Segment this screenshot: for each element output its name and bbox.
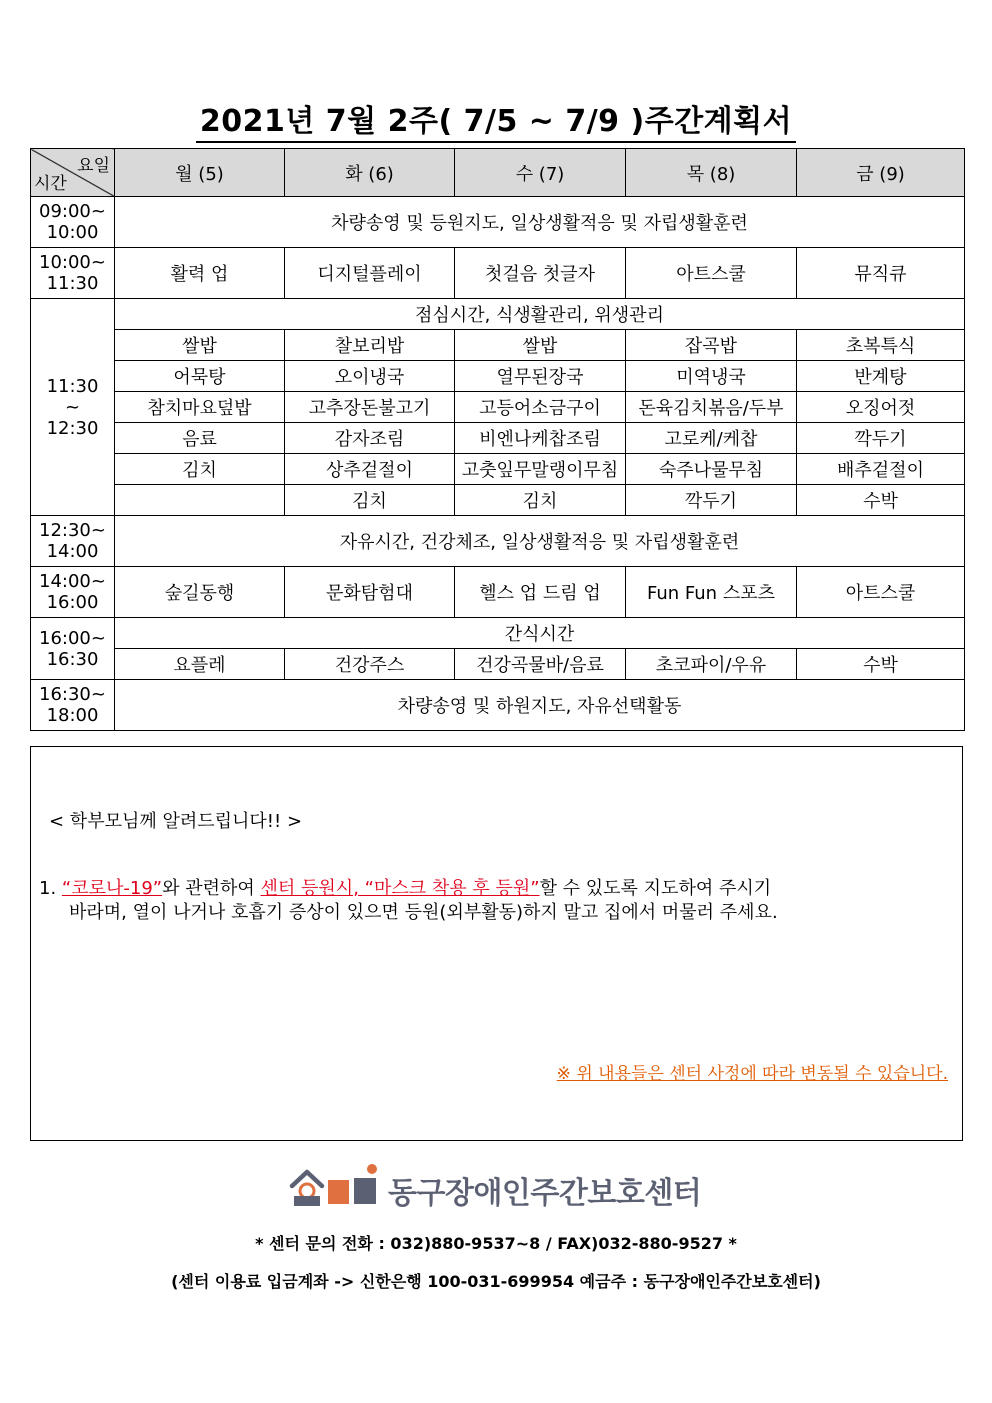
menu-cell: 오징어젓 [797, 392, 965, 423]
menu-cell: 돈육김치볶음/두부 [626, 392, 797, 423]
menu-cell: 쌀밥 [115, 330, 285, 361]
time-cell [31, 680, 115, 731]
activity-cell: 차량송영 및 등원지도, 일상생활적응 및 자립생활훈련 [115, 197, 965, 248]
time-end: 12:30 [46, 417, 99, 439]
menu-row [31, 485, 965, 516]
menu-cell [115, 485, 285, 516]
lunch-title: 점심시간, 식생활관리, 위생관리 [115, 299, 965, 330]
menu-cell: 김치 [455, 485, 626, 516]
row-1230 [31, 516, 965, 567]
org-name: 동구장애인주간보호센터 [388, 1176, 702, 1211]
menu-cell: 반계탕 [797, 361, 965, 392]
snack-cell: 수박 [797, 649, 965, 680]
contact-info: * 센터 문의 전화 : 032)880-9537~8 / FAX)032-880-9527 * [255, 1234, 737, 1253]
time-end: 10:00 [46, 222, 99, 243]
org-logo [288, 1162, 718, 1212]
notice-text: 할 수 있도록 지도하여 주시기 [539, 878, 772, 899]
time-cell [31, 618, 115, 680]
menu-cell: 김치 [115, 454, 285, 485]
header-row [31, 149, 965, 197]
menu-cell: 상추겉절이 [285, 454, 455, 485]
activity-cell: 활력 업 [115, 248, 285, 299]
bank-account-info: (센터 이용료 입금계좌 -> 신한은행 100-031-699954 예금주 : 동구장애인주간보호센터) [171, 1272, 821, 1291]
notice-heading: < 학부모님께 알려드립니다!! > [49, 811, 303, 832]
menu-cell: 음료 [115, 423, 285, 454]
corner-day-label: 요일 [77, 156, 110, 176]
day-header-tue: 화 (6) [285, 149, 455, 197]
snack-row [31, 649, 965, 680]
notice-footnote: ※ 위 내용들은 센터 사정에 따라 변동될 수 있습니다. [556, 1064, 948, 1084]
menu-cell: 깍두기 [626, 485, 797, 516]
weekly-schedule-table [30, 148, 965, 731]
mask-highlight: 센터 등원시, “마스크 착용 후 등원” [260, 878, 540, 899]
menu-row [31, 392, 965, 423]
org-logo-icon [288, 1162, 380, 1208]
menu-cell: 고등어소금구이 [455, 392, 626, 423]
page-title [0, 96, 992, 140]
menu-cell: 감자조림 [285, 423, 455, 454]
time-cell [31, 299, 115, 516]
time-start: 09:00~ [39, 201, 106, 222]
activity-cell: 첫걸음 첫글자 [455, 248, 626, 299]
lunch-title-row [31, 299, 965, 330]
menu-cell: 고로케/케찹 [626, 423, 797, 454]
time-cell [31, 248, 115, 299]
menu-cell: 쌀밥 [455, 330, 626, 361]
activity-cell: 헬스 업 드림 업 [455, 567, 626, 618]
row-1400 [31, 567, 965, 618]
menu-row [31, 330, 965, 361]
time-end: 11:30 [46, 273, 99, 294]
time-cell [31, 516, 115, 567]
time-end: 18:00 [46, 705, 99, 726]
time-cell [31, 567, 115, 618]
activity-cell: 차량송영 및 하원지도, 자유선택활동 [115, 680, 965, 731]
day-header-fri: 금 (9) [797, 149, 965, 197]
time-start: 14:00~ [39, 571, 106, 592]
menu-cell: 깍두기 [797, 423, 965, 454]
time-end: 14:00 [46, 541, 99, 562]
snack-cell: 초코파이/우유 [626, 649, 797, 680]
menu-cell: 비엔나케찹조림 [455, 423, 626, 454]
activity-cell: 뮤직큐 [797, 248, 965, 299]
time-start: 12:30~ [39, 520, 106, 541]
menu-cell: 잡곡밥 [626, 330, 797, 361]
notice-text: 와 관련하여 [162, 878, 261, 899]
corner-cell [31, 149, 115, 197]
menu-row [31, 454, 965, 485]
row-1000 [31, 248, 965, 299]
menu-cell: 초복특식 [797, 330, 965, 361]
covid-highlight: “코로나-19” [61, 878, 163, 899]
menu-cell: 수박 [797, 485, 965, 516]
menu-cell: 고춧잎무말랭이무침 [455, 454, 626, 485]
corner-time-label: 시간 [34, 174, 67, 194]
snack-cell: 요플레 [115, 649, 285, 680]
snack-title-row [31, 618, 965, 649]
activity-cell: 디지털플레이 [285, 248, 455, 299]
time-sep: ~ [64, 396, 81, 418]
menu-cell: 고추장돈불고기 [285, 392, 455, 423]
menu-cell: 배추겉절이 [797, 454, 965, 485]
menu-cell: 열무된장국 [455, 361, 626, 392]
time-start: 10:00~ [39, 252, 106, 273]
time-start: 16:30~ [39, 684, 106, 705]
activity-cell: 아트스쿨 [797, 567, 965, 618]
menu-cell: 찰보리밥 [285, 330, 455, 361]
menu-cell: 미역냉국 [626, 361, 797, 392]
activity-cell: Fun Fun 스포츠 [626, 567, 797, 618]
snack-cell: 건강곡물바/음료 [455, 649, 626, 680]
notice-box [30, 746, 963, 1141]
activity-cell: 문화탐험대 [285, 567, 455, 618]
menu-cell: 어묵탕 [115, 361, 285, 392]
snack-cell: 건강주스 [285, 649, 455, 680]
menu-cell: 숙주나물무침 [626, 454, 797, 485]
menu-cell: 오이냉국 [285, 361, 455, 392]
notice-line-1 [39, 877, 778, 901]
row-1630 [31, 680, 965, 731]
menu-cell: 참치마요덮밥 [115, 392, 285, 423]
snack-title: 간식시간 [115, 618, 965, 649]
time-start: 16:00~ [39, 627, 106, 649]
day-header-mon: 월 (5) [115, 149, 285, 197]
title-text: 2021년 7월 2주( 7/5 ~ 7/9 )주간계획서 [196, 104, 796, 143]
day-header-thu: 목 (8) [626, 149, 797, 197]
day-header-wed: 수 (7) [455, 149, 626, 197]
time-end: 16:00 [46, 592, 99, 613]
menu-row [31, 423, 965, 454]
menu-row [31, 361, 965, 392]
activity-cell: 아트스쿨 [626, 248, 797, 299]
row-0900 [31, 197, 965, 248]
time-end: 16:30 [46, 648, 99, 670]
activity-cell: 자유시간, 건강체조, 일상생활적응 및 자립생활훈련 [115, 516, 965, 567]
menu-cell: 김치 [285, 485, 455, 516]
item-number: 1. [39, 878, 57, 899]
time-cell [31, 197, 115, 248]
notice-item-1 [39, 877, 778, 925]
notice-line-2: 바라며, 열이 나거나 호흡기 증상이 있으면 등원(외부활동)하지 말고 집에서 머물러 주세요. [69, 902, 778, 923]
time-start: 11:30 [46, 375, 99, 397]
activity-cell: 숲길동행 [115, 567, 285, 618]
